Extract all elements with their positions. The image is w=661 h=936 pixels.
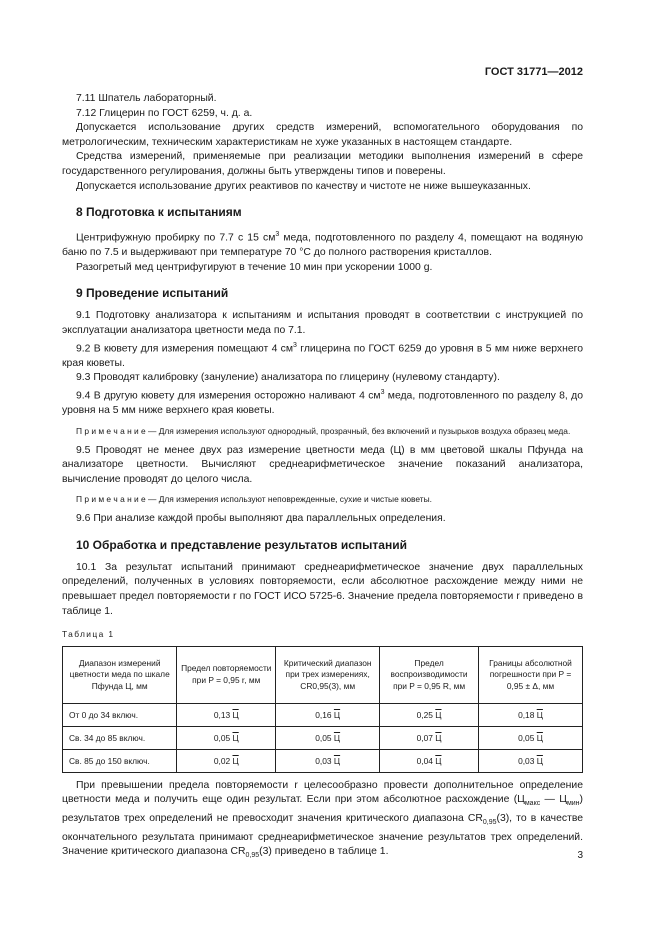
cell-delta: 0,03 Ц [478, 749, 582, 772]
cell-R: 0,07 Ц [380, 726, 479, 749]
header-critical-range: Критический диапазон при трех измерениях, CR0,95(3), мм [276, 646, 380, 703]
cell-delta: 0,05 Ц [478, 726, 582, 749]
table-1 [62, 646, 583, 773]
item-9-6: 9.6 При анализе каждой пробы выполняют два параллельных определения. [76, 513, 446, 525]
intro-paragraph-3: Допускается использование других реактивов по качеству и чистоте не ниже вышеуказанных. [76, 180, 531, 192]
item-7-11: 7.11 Шпатель лабораторный. [76, 93, 217, 104]
item-9-4: 9.4 В другую кювету для измерения осторожно наливают 4 $см^3$ меда, подготовленного по разделу 8, до уровня на 5 мм ниже верхнего края кюветы. [62, 388, 583, 416]
item-9-5: 9.5 Проводят не менее двух раз измерение цветности меда (Ц) в мм цветовой шкалы Пфунда на анализаторе цветности. Вычисляют среднеарифметическое значение показаний анализатора, вычисление проводят до целого числа. [62, 444, 583, 485]
item-10-1: 10.1 За результат испытаний принимают среднеарифметическое значение двух параллельных определений, полученных в условиях повторяемости, если абсолютное расхождение между ними не превышает предел повторяемости r по ГОСТ ИСО 5725-6. Значение предела повторяемости r приведено в таблице 1. [62, 561, 583, 617]
section-8-paragraph-1: Центрифужную пробирку по 7.7 с 15 $см^3$ меда, подготовленного по разделу 4, помещают на водяную баню по 7.5 и выдерживают при температуре 70 °С до полного растворения кристаллов. [62, 231, 583, 259]
section-9-title: 9 Проведение испытаний [76, 286, 229, 301]
item-9-2: 9.2 В кювету для измерения помещают 4 $см^3$ глицерина по ГОСТ 6259 до уровня в 5 мм ниже верхнего края кюветы. [62, 341, 583, 369]
section-8-title: 8 Подготовка к испытаниям [76, 205, 242, 220]
cell-cr: 0,03 Ц [276, 749, 380, 772]
cell-r: 0,13 Ц [177, 703, 276, 726]
table-row [63, 726, 583, 749]
section-8-paragraph-2: Разогретый мед центрифугируют в течение 10 мин при ускорении 1000 g. [76, 261, 433, 273]
document-code: ГОСТ 31771—2012 [484, 66, 583, 78]
table-caption: Таблица 1 [62, 629, 115, 640]
section-10-title: 10 Обработка и представление результатов испытаний [76, 537, 407, 552]
cell-range: Св. 85 до 150 включ. [63, 749, 177, 772]
item-7-12: 7.12 Глицерин по ГОСТ 6259, ч. д. а. [76, 107, 253, 119]
page-content [62, 92, 583, 864]
cell-r: 0,05 Ц [177, 726, 276, 749]
note-2: П р и м е ч а н и е — Для измерения используют неповрежденные, сухие и чистые кюветы. [76, 494, 432, 505]
note-1: П р и м е ч а н и е — Для измерения используют однородный, прозрачный, без включений и пузырьков воздуха образец меда. [76, 425, 571, 436]
cell-cr: 0,05 Ц [276, 726, 380, 749]
header-error-bounds: Границы абсолютной погрешности при P = 0,95 ± Δ, мм [478, 646, 582, 703]
cell-R: 0,25 Ц [380, 703, 479, 726]
table-header-row [63, 646, 583, 703]
header-repeatability: Предел повторяемости при P = 0,95 r, мм [177, 646, 276, 703]
table-row [63, 749, 583, 772]
table-row [63, 703, 583, 726]
cell-cr: 0,16 Ц [276, 703, 380, 726]
cell-range: Св. 34 до 85 включ. [63, 726, 177, 749]
cell-delta: 0,18 Ц [478, 703, 582, 726]
cell-r: 0,02 Ц [177, 749, 276, 772]
cell-range: От 0 до 34 включ. [63, 703, 177, 726]
item-9-3: 9.3 Проводят калибровку (зануление) анализатора по глицерину (нулевому стандарту). [76, 372, 500, 384]
post-table-paragraph: При превышении предела повторяемости r целесообразно провести дополнительное определение цветности меда и получить еще один результат. Если при этом абсолютное расхождение ($Ц_{макс}$ — $Ц_{мин}$) результатов трех определений не превосходит значения критического диапазона $CR_{0,95}(3)$, то в качестве окончательного результата принимают среднеарифметическое значение результатов трех определений. Значение критического диапазона $CR_{0,95}(3)$ приведено в таблице 1. [62, 779, 584, 860]
header-reproducibility: Предел воспроизводимости при P = 0,95 R, мм [380, 646, 479, 703]
intro-paragraph-2: Средства измерений, применяемые при реализации методики выполнения измерений в сфере государственного регулирования, должны быть утверждены типов и поверены. [62, 151, 583, 177]
page-number: 3 [577, 850, 583, 861]
intro-paragraph-1: Допускается использование других средств измерений, вспомогательного оборудования по метрологическим, техническим характеристикам не хуже указанных в настоящем стандарте. [62, 122, 583, 148]
cell-R: 0,04 Ц [380, 749, 479, 772]
item-9-1: 9.1 Подготовку анализатора к испытаниям и испытания проводят в соответствии с инструкцией по эксплуатации анализатора цветности меда по 7.1. [62, 310, 583, 336]
header-range: Диапазон измерений цветности меда по шкале Пфунда Ц, мм [63, 646, 177, 703]
